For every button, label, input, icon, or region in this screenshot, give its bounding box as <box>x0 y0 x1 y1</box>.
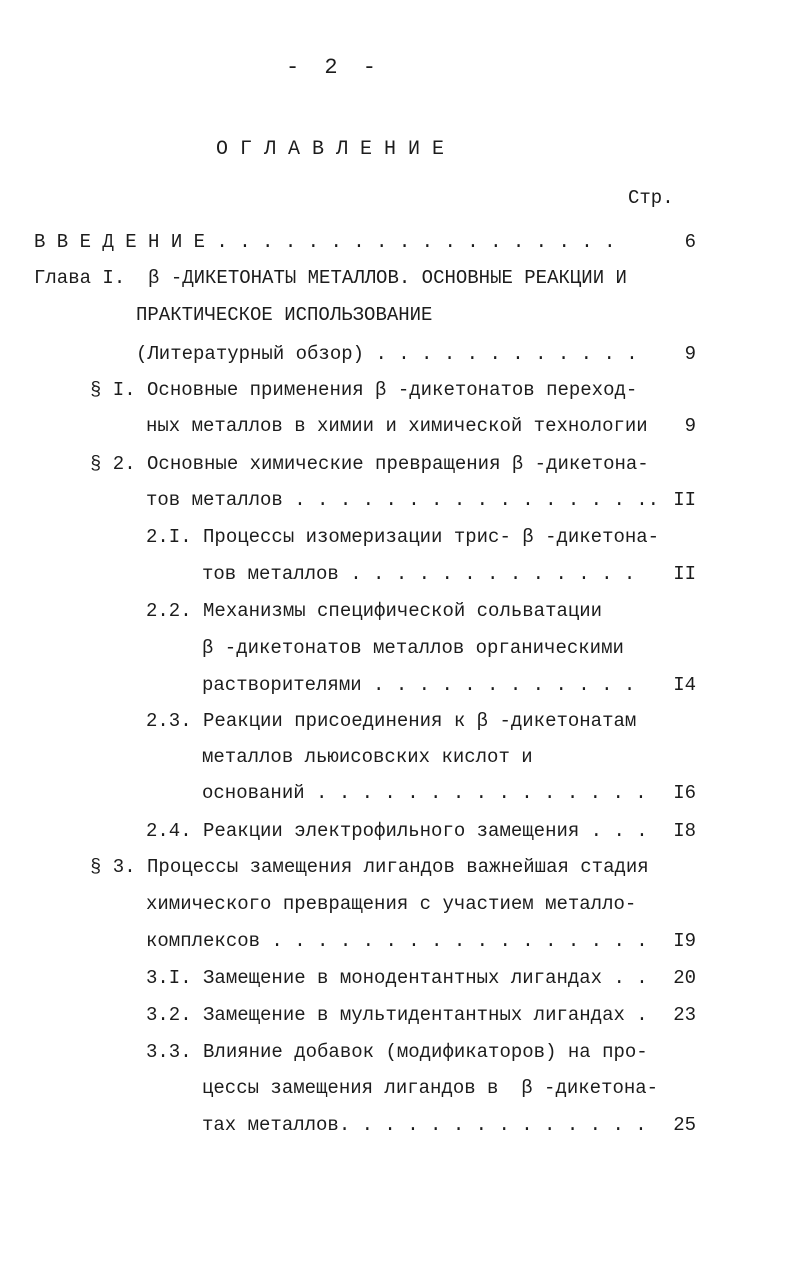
toc-entry-2-2: 2.2. Механизмы специфической сольватации <box>146 600 603 622</box>
toc-entry-2-3: 2.3. Реакции присоединения к β -дикетонатам <box>146 710 637 732</box>
toc-entry-3-1: 3.I. Замещение в монодентантных лигандах . . <box>146 967 648 989</box>
toc-entry-2-3-cont: металлов льюисовских кислот и <box>202 746 533 768</box>
page-title: О Г Л А В Л Е Н И Е <box>216 138 445 161</box>
toc-page-section-2: II <box>673 489 696 511</box>
toc-page-3-2: 23 <box>673 1004 696 1026</box>
toc-entry-section-2: § 2. Основные химические превращения β -дикетона- <box>90 453 649 475</box>
toc-entry-3-3: 3.3. Влияние добавок (модификаторов) на про- <box>146 1041 648 1063</box>
toc-entry-chapter-1-review: (Литературный обзор) . . . . . . . . . . . . <box>136 343 638 365</box>
toc-entry-3-3-cont: цессы замещения лигандов в β -дикетона- <box>202 1077 659 1099</box>
toc-page-3-1: 20 <box>673 967 696 989</box>
toc-entry-2-2-cont2: растворителями . . . . . . . . . . . . <box>202 674 636 696</box>
toc-entry-3-3-cont2: тах металлов. . . . . . . . . . . . . . <box>202 1114 647 1136</box>
toc-page-2-2: I4 <box>673 674 696 696</box>
toc-entry-section-3: § 3. Процессы замещения лигандов важнейшая стадия <box>90 856 649 878</box>
toc-entry-section-3-cont2: комплексов . . . . . . . . . . . . . . . . . <box>146 930 648 952</box>
toc-entry-section-1-cont: ных металлов в химии и химической технологии <box>146 415 648 437</box>
toc-page-section-3: I9 <box>673 930 696 952</box>
toc-entry-2-4: 2.4. Реакции электрофильного замещения . . . <box>146 820 648 842</box>
page-number: - 2 - <box>286 55 383 80</box>
toc-page-introduction: 6 <box>684 231 696 253</box>
toc-entry-chapter-1-cont: ПРАКТИЧЕСКОЕ ИСПОЛЬЗОВАНИЕ <box>136 304 433 326</box>
toc-entry-2-1-cont: тов металлов . . . . . . . . . . . . . <box>202 563 636 585</box>
toc-entry-section-1: § I. Основные применения β -дикетонатов переход- <box>90 379 638 401</box>
toc-entry-2-3-cont2: оснований . . . . . . . . . . . . . . . <box>202 782 647 804</box>
toc-page-2-4: I8 <box>673 820 696 842</box>
toc-entry-3-2: 3.2. Замещение в мультидентантных лигандах . <box>146 1004 648 1026</box>
toc-entry-2-1: 2.I. Процессы изомеризации трис- β -дикетона- <box>146 526 660 548</box>
toc-entry-2-2-cont: β -дикетонатов металлов органическими <box>202 637 624 659</box>
toc-page-3-3: 25 <box>673 1114 696 1136</box>
toc-page-2-1: II <box>673 563 696 585</box>
toc-entry-section-2-cont: тов металлов . . . . . . . . . . . . . . . .. <box>146 489 660 511</box>
toc-entry-chapter-1: Глава I. β -ДИКЕТОНАТЫ МЕТАЛЛОВ. ОСНОВНЫЕ РЕАКЦИИ И <box>34 267 627 289</box>
toc-page-2-3: I6 <box>673 782 696 804</box>
toc-page-section-1: 9 <box>684 415 696 437</box>
toc-page-chapter-1: 9 <box>684 343 696 365</box>
toc-entry-section-3-cont: химического превращения с участием металло- <box>146 893 637 915</box>
page-column-label: Стр. <box>628 187 674 209</box>
toc-entry-introduction: В В Е Д Е Н И Е . . . . . . . . . . . . . . . . . . <box>34 231 616 253</box>
